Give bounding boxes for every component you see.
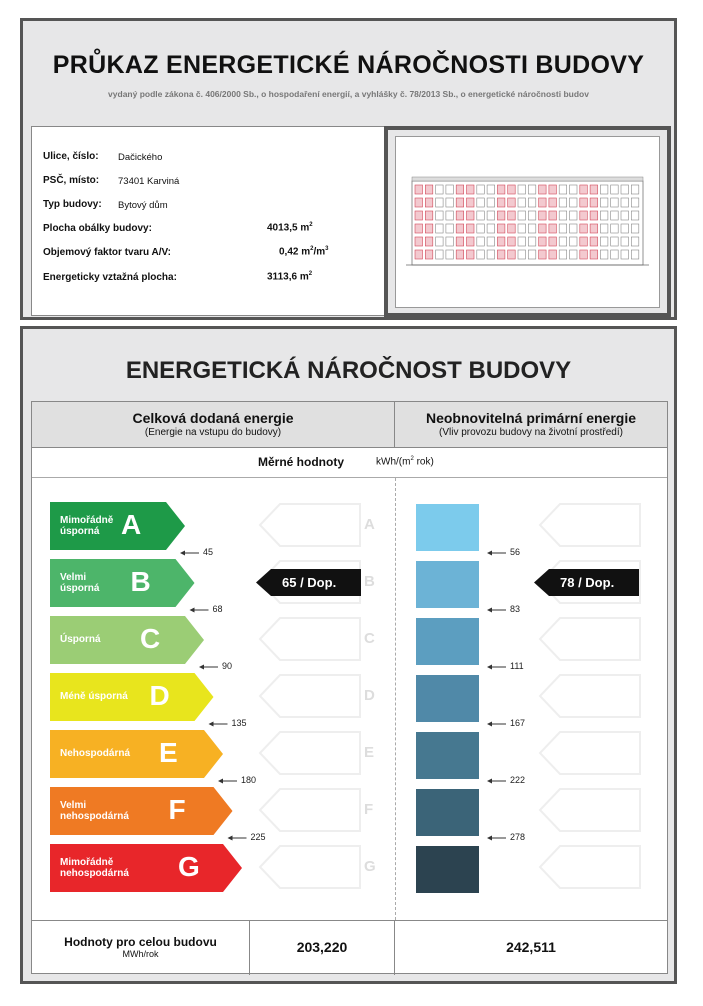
totals-label-cell xyxy=(32,921,250,975)
facade-window xyxy=(580,250,588,259)
tick-label-col1-0: 45 xyxy=(203,547,214,557)
total-primary-energy: 242,511 xyxy=(506,939,556,955)
facade-window xyxy=(518,237,526,246)
volume-sup2: 3 xyxy=(325,246,329,252)
area-number: 3113,6 m xyxy=(267,271,309,283)
totals-unit: MWh/rok xyxy=(122,949,159,959)
total-delivered-energy: 203,220 xyxy=(250,921,395,975)
class-letter-f: F xyxy=(168,794,186,825)
tick-label-col2-1: 83 xyxy=(510,604,521,614)
tick-label-col1-5: 225 xyxy=(250,832,266,842)
ghost-letter-col1-g: G xyxy=(364,858,376,875)
tick-label-col1-4: 180 xyxy=(241,775,257,785)
class-letter-c: C xyxy=(140,623,161,654)
facade-window xyxy=(621,250,629,259)
facade-window xyxy=(415,198,423,207)
ghost-letter-col1-b: B xyxy=(364,573,375,590)
volume-label: Objemový faktor tvaru A/V: xyxy=(43,247,171,258)
facade-window xyxy=(570,250,578,259)
facade-window xyxy=(621,211,629,220)
facade-window xyxy=(508,224,516,233)
facade-window xyxy=(600,198,608,207)
tick-label-col1-3: 135 xyxy=(231,718,247,728)
tick-label-col2-2: 111 xyxy=(510,661,524,671)
facade-window xyxy=(508,211,516,220)
facade-window xyxy=(570,185,578,194)
totals-label: Hodnoty pro celou budovu xyxy=(64,935,217,949)
ghost-letter-col1-f: F xyxy=(364,801,374,818)
facade-window xyxy=(497,237,505,246)
class-label2-f: nehospodárná xyxy=(60,811,129,822)
facade-window xyxy=(518,211,526,220)
facade-window xyxy=(549,237,557,246)
unit-text: kWh/(m xyxy=(376,456,411,468)
facade-window xyxy=(539,250,547,259)
facade-window xyxy=(539,185,547,194)
facade-window xyxy=(415,224,423,233)
facade-window xyxy=(539,224,547,233)
type-value: Bytový dům xyxy=(118,200,168,211)
facade-window xyxy=(549,224,557,233)
envelope-sup: 2 xyxy=(309,222,313,228)
facade-window xyxy=(508,185,516,194)
facade-window xyxy=(611,198,619,207)
rating-table xyxy=(31,401,668,974)
facade-window xyxy=(539,198,547,207)
facade-window xyxy=(436,224,444,233)
facade-window xyxy=(436,198,444,207)
rating-panel xyxy=(20,326,677,984)
facade-window xyxy=(559,185,567,194)
facade-window xyxy=(570,224,578,233)
facade-window xyxy=(631,198,639,207)
col1-subtitle: (Energie na vstupu do budovy) xyxy=(144,427,282,438)
class-letter-e: E xyxy=(159,737,178,768)
class-letter-a: A xyxy=(121,509,142,540)
tick-label-col2-0: 56 xyxy=(510,547,521,557)
facade-window xyxy=(446,224,454,233)
volume-number: 0,42 m xyxy=(279,246,311,258)
facade-window xyxy=(487,224,495,233)
col2-subtitle: (Vliv provozu budovy na životní prostředí) xyxy=(439,427,623,438)
class-label-a: Mimořádně xyxy=(60,515,114,526)
facade-window xyxy=(621,237,629,246)
facade-window xyxy=(436,185,444,194)
facade-roof xyxy=(412,177,643,181)
facade-window xyxy=(467,211,475,220)
facade-window xyxy=(528,211,536,220)
facade-window xyxy=(446,198,454,207)
facade-window xyxy=(611,211,619,220)
class-label-c: Úsporná xyxy=(60,634,101,645)
rating-title: ENERGETICKÁ NÁROČNOST BUDOVY xyxy=(125,357,572,384)
facade-window xyxy=(487,211,495,220)
ghost-letter-col1-a: A xyxy=(364,516,375,533)
class-label-d: Méně úsporná xyxy=(60,691,128,702)
facade-window xyxy=(631,224,639,233)
facade-window xyxy=(456,185,464,194)
facade-window xyxy=(570,211,578,220)
type-label: Typ budovy: xyxy=(43,199,102,210)
facade-window xyxy=(611,250,619,259)
facade-window xyxy=(477,185,485,194)
facade-window xyxy=(497,185,505,194)
ghost-letter-col1-d: D xyxy=(364,687,375,704)
facade-window xyxy=(467,237,475,246)
facade-window xyxy=(456,250,464,259)
volume-mid: /m xyxy=(313,246,326,258)
facade-window xyxy=(487,185,495,194)
facade-window xyxy=(415,185,423,194)
facade-window xyxy=(580,237,588,246)
facade-window xyxy=(621,224,629,233)
tick-label-col2-3: 167 xyxy=(510,718,526,728)
facade-window xyxy=(590,211,598,220)
facade-window xyxy=(415,237,423,246)
header-panel xyxy=(20,18,677,320)
facade-window xyxy=(631,237,639,246)
facade-window xyxy=(425,250,433,259)
class-label2-g: nehospodárná xyxy=(60,868,129,879)
col1-title: Celková dodaná energie xyxy=(132,410,294,426)
facade-window xyxy=(456,198,464,207)
facade-window xyxy=(487,250,495,259)
facade-window xyxy=(539,237,547,246)
document-title: PRŮKAZ ENERGETICKÉ NÁROČNOSTI BUDOVY xyxy=(52,51,645,79)
facade-window xyxy=(600,224,608,233)
facade-window xyxy=(446,185,454,194)
facade-window xyxy=(477,237,485,246)
class-label-b: Velmi xyxy=(60,572,87,583)
facade-window xyxy=(436,237,444,246)
facade-window xyxy=(477,198,485,207)
class-label-e: Nehospodárná xyxy=(60,748,131,759)
facade-window xyxy=(580,198,588,207)
class-label2-a: úsporná xyxy=(60,526,100,537)
facade-window xyxy=(580,224,588,233)
facade-window xyxy=(559,224,567,233)
facade-window xyxy=(528,237,536,246)
facade-window xyxy=(508,250,516,259)
building-info xyxy=(31,126,388,316)
facade-window xyxy=(446,211,454,220)
facade-window xyxy=(425,237,433,246)
facade-window xyxy=(518,224,526,233)
facade-window xyxy=(611,224,619,233)
ghost-letter-col1-e: E xyxy=(364,744,375,761)
facade-window xyxy=(436,211,444,220)
envelope-number: 4013,5 m xyxy=(267,222,310,234)
facade-window xyxy=(590,224,598,233)
facade-window xyxy=(425,185,433,194)
facade-window xyxy=(600,185,608,194)
class-letter-g: G xyxy=(178,851,200,882)
facade-window xyxy=(425,198,433,207)
facade-window xyxy=(467,185,475,194)
volume-value xyxy=(279,246,329,257)
zip-value: 73401 Karviná xyxy=(118,176,180,187)
facade-window xyxy=(559,198,567,207)
facade-window xyxy=(549,198,557,207)
tick-label-col1-2: 90 xyxy=(222,661,233,671)
street-value: Dačického xyxy=(118,152,163,163)
facade-window xyxy=(590,250,598,259)
facade-window xyxy=(600,250,608,259)
tick-label-col2-4: 222 xyxy=(510,775,526,785)
facade-window xyxy=(497,250,505,259)
class-letter-d: D xyxy=(149,680,170,711)
facade-window xyxy=(600,237,608,246)
unit-end: rok) xyxy=(413,456,434,468)
tick-label-col1-1: 68 xyxy=(212,604,223,614)
facade-window xyxy=(487,237,495,246)
class-letter-b: B xyxy=(130,566,151,597)
building-elevation-drawing xyxy=(395,136,660,308)
facade-window xyxy=(631,250,639,259)
facade-window xyxy=(590,237,598,246)
facade-window xyxy=(590,185,598,194)
area-label: Energeticky vztažná plocha: xyxy=(43,272,177,283)
facade-window xyxy=(497,224,505,233)
ghost-letter-col1-c: C xyxy=(364,630,375,647)
facade-window xyxy=(415,211,423,220)
class-label-g: Mimořádně xyxy=(60,857,114,868)
facade-window xyxy=(467,250,475,259)
facade-window xyxy=(528,198,536,207)
facade-window xyxy=(559,237,567,246)
facade-window xyxy=(446,250,454,259)
energy-scale-labels xyxy=(32,402,669,920)
facade-window xyxy=(631,211,639,220)
facade-window xyxy=(528,185,536,194)
totals-row xyxy=(32,920,667,974)
facade-window xyxy=(467,198,475,207)
facade-window xyxy=(570,237,578,246)
facade-window xyxy=(425,211,433,220)
col1-marker-text: 65 / Dop. xyxy=(282,575,337,590)
envelope-label: Plocha obálky budovy: xyxy=(43,223,152,234)
facade-window xyxy=(415,250,423,259)
facade-window xyxy=(508,237,516,246)
facade-window xyxy=(631,185,639,194)
facade-window xyxy=(528,250,536,259)
facade-window xyxy=(477,211,485,220)
zip-label: PSČ, místo: xyxy=(43,175,100,186)
class-label-f: Velmi xyxy=(60,800,87,811)
facade-window xyxy=(487,198,495,207)
street-label: Ulice, číslo: xyxy=(43,151,99,162)
facade-window xyxy=(518,250,526,259)
facade-window xyxy=(477,224,485,233)
facade-window xyxy=(570,198,578,207)
envelope-value xyxy=(267,222,313,233)
facade-window xyxy=(446,237,454,246)
facade-window xyxy=(456,237,464,246)
facade-window xyxy=(518,198,526,207)
facade-window xyxy=(559,250,567,259)
class-label2-b: úsporná xyxy=(60,583,100,594)
facade-window xyxy=(456,211,464,220)
facade-window xyxy=(549,250,557,259)
unit-sup: 2 xyxy=(410,456,414,462)
facade-window xyxy=(467,224,475,233)
col2-title: Neobnovitelná primární energie xyxy=(425,410,637,426)
facade-window xyxy=(621,185,629,194)
col2-marker-text: 78 / Dop. xyxy=(560,575,615,590)
facade-window xyxy=(580,185,588,194)
tick-label-col2-5: 278 xyxy=(510,832,526,842)
facade-window xyxy=(518,185,526,194)
facade-window xyxy=(621,198,629,207)
building-photo-frame xyxy=(384,126,671,317)
facade-window xyxy=(611,237,619,246)
facade-window xyxy=(528,224,536,233)
facade-window xyxy=(590,198,598,207)
facade-window xyxy=(456,224,464,233)
facade-window xyxy=(508,198,516,207)
facade-window xyxy=(549,211,557,220)
area-sup: 2 xyxy=(308,271,313,277)
facade-window xyxy=(539,211,547,220)
facade-window xyxy=(580,211,588,220)
facade-window xyxy=(611,185,619,194)
volume-sup1: 2 xyxy=(310,246,314,252)
facade-window xyxy=(497,198,505,207)
facade-window xyxy=(497,211,505,220)
facade-window xyxy=(549,185,557,194)
facade-window xyxy=(436,250,444,259)
facade-window xyxy=(600,211,608,220)
document-subtitle: vydaný podle zákona č. 406/2000 Sb., o hospodaření energií, a vyhlášky č. 78/2013 Sb., o energetické náročnosti budov xyxy=(108,89,589,99)
facade-window xyxy=(559,211,567,220)
facade-window xyxy=(425,224,433,233)
specific-label: Měrné hodnoty xyxy=(258,455,344,469)
area-value xyxy=(267,271,312,282)
facade-window xyxy=(477,250,485,259)
